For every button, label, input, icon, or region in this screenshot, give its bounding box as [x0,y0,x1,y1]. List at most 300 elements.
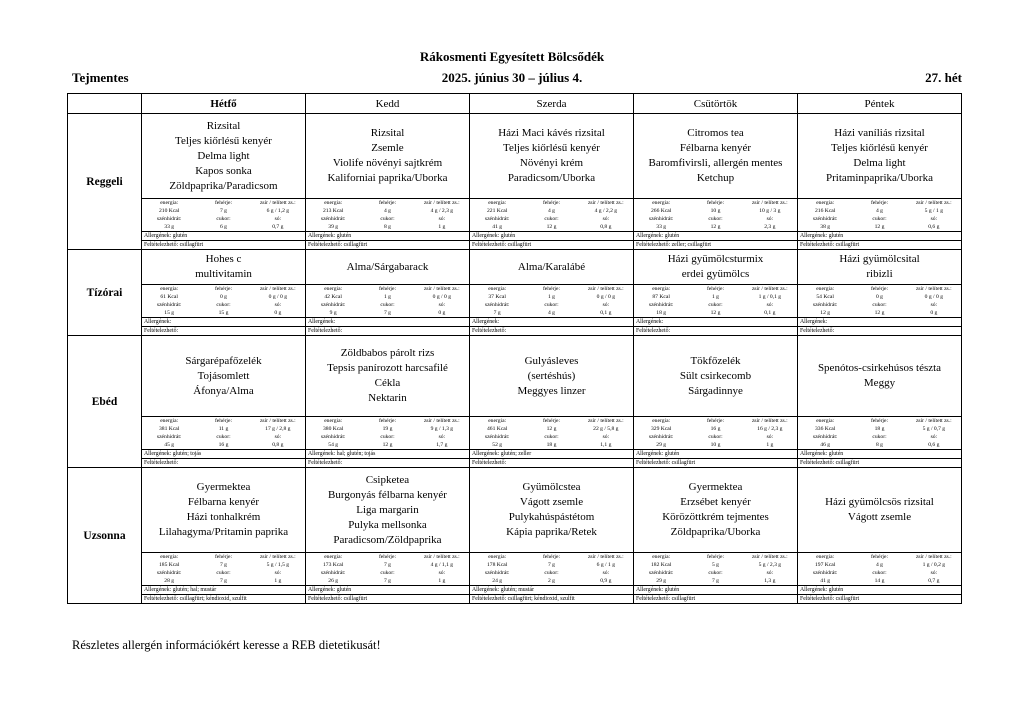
allergens-line-label: Allergének: [636,451,664,457]
nutrient-label: só: [438,434,446,440]
possible-allergens-line [634,326,797,335]
nutrient-label: zsír / telített zs.: [259,418,296,424]
sugar-value: 12 g [710,224,721,230]
possible-allergens-line-label: Feltételezhető: [308,328,343,334]
allergens-line-label: Allergének: [308,233,336,239]
nutrient-label: energia: [652,200,671,206]
possible-allergens-line-value: csillagfürt [671,460,696,466]
allergens-line-value: glutén [828,451,844,457]
nutrient-label: fehérje: [870,554,889,560]
dish-item: Csipketea [365,473,410,486]
dish-list [306,468,469,552]
nutrient-label: zsír / telített zs.: [587,554,624,560]
meal-row [68,336,962,468]
possible-allergens-line-label: Feltételezhető: [308,460,343,466]
carb-value: 26 g [328,578,339,584]
nutrient-label: zsír / telített zs.: [751,418,788,424]
sugar-value: 12 g [710,310,721,316]
possible-allergens-line-label: Feltételezhető: [144,460,179,466]
nutrient-label: energia: [160,418,179,424]
protein-value: 4 g [875,208,883,214]
menu-table [67,93,962,604]
nutrient-label: szénhidrát: [320,216,346,222]
date-range: 2025. június 30 – július 4. [441,70,583,85]
menu-cell [142,114,306,250]
energy-value: 213 Kcal [322,208,344,214]
nutrient-label: só: [930,302,938,308]
sugar-value: 12 g [874,310,885,316]
dish-item: Teljes kiőrlésű kenyér [831,142,928,154]
dish-item: Paradicsom/Zöldpaprika [333,533,442,546]
menu-cell [306,114,470,250]
dish-item: Házi gyümölcsturmix [667,253,764,265]
fat-value: 9 g / 1,3 g [430,426,454,432]
nutrient-label: só: [930,216,938,222]
energy-value: 197 Kcal [814,562,836,568]
nutrient-label: zsír / telített zs.: [423,286,460,292]
protein-value: 0 g [875,294,883,300]
meal-label: Uzsonna [68,468,142,604]
possible-allergens-line [798,326,961,335]
energy-value: 381 Kcal [158,426,180,432]
allergens-line-value: glutén; hal; mustár [172,587,217,593]
possible-allergens-line-value: csillagfürt [343,596,368,602]
nutrient-label: szénhidrát: [484,570,510,576]
nutrient-label: szénhidrát: [484,216,510,222]
nutrition-table [142,198,305,231]
dish-item: Zöldpaprika/Paradicsom [169,179,278,192]
footer-note: Részletes allergén információkért keresse a REB dietetikusát! [72,638,381,652]
allergens-line [634,449,797,458]
nutrient-label: zsír / telített zs.: [751,200,788,206]
allergens-line [306,317,469,326]
possible-allergens-line [798,594,961,603]
dish-item: Házi vaníliás rizsital [834,127,925,139]
protein-value: 4 g [875,562,883,568]
protein-value: 0 g [219,294,227,300]
nutrient-label: só: [766,434,774,440]
carb-value: 24 g [492,578,503,584]
protein-value: 5 g [711,562,719,568]
nutrient-label: cukor: [544,302,559,308]
dish-item: Házi gyümölcsös rizsital [825,496,934,508]
nutrient-label: só: [930,434,938,440]
carb-value: 28 g [164,578,175,584]
allergens-line-label: Allergének: [308,587,336,593]
dish-item: Félbarna kenyér [679,142,752,154]
dish-list [798,336,961,416]
energy-value: 266 Kcal [650,208,672,214]
menu-cell [798,250,962,336]
allergens-line [142,231,305,240]
carb-value: 33 g [656,224,667,230]
nutrient-label: zsír / telített zs.: [587,286,624,292]
dish-list [798,468,961,552]
protein-value: 19 g [382,426,393,432]
dish-item: (sertéshús) [527,369,576,382]
nutrient-label: energia: [488,200,507,206]
salt-value: 1,3 g [764,578,776,584]
fat-value: 22 g / 5,8 g [593,426,619,432]
menu-cell [798,336,962,468]
menu-cell [306,250,470,336]
nutrient-label: só: [438,216,446,222]
nutrient-label: cukor: [544,216,559,222]
fat-value: 10 g / 3 g [759,208,781,214]
possible-allergens-line-label: Feltételezhető: [800,460,835,466]
energy-value: 380 Kcal [322,426,344,432]
protein-value: 4 g [547,208,555,214]
dish-item: Paradicsom/Uborka [507,172,596,184]
nutrient-label: energia: [324,418,343,424]
sugar-value: 14 g [874,578,885,584]
nutrient-label: fehérje: [214,200,233,206]
dish-item: Spenótos-csirkehúsos tészta [817,362,942,374]
energy-value: 182 Kcal [650,562,672,568]
dish-item: Gulyásleves [524,354,579,367]
dish-item: erdei gyümölcs [681,268,750,280]
possible-allergens-line-label: Feltételezhető: [800,328,835,334]
dish-item: Teljes kiőrlésű kenyér [175,134,272,147]
energy-value: 178 Kcal [486,562,508,568]
dish-list [470,114,633,198]
dish-item: Baromfivirsli, allergén mentes [648,157,783,169]
allergens-line [634,585,797,594]
nutrition-table [634,416,797,449]
nutrient-label: szénhidrát: [648,302,674,308]
nutrient-label: fehérje: [378,554,397,560]
allergens-line-value: glutén; mustár [500,587,535,593]
energy-value: 87 Kcal [652,294,670,300]
nutrient-label: zsír / telített zs.: [587,200,624,206]
dish-item: Házi gyümölcsital [839,253,920,265]
nutrition-table [142,284,305,317]
dish-list [798,114,961,198]
day-header-tuesday: Kedd [306,94,470,114]
energy-value: 37 Kcal [488,294,506,300]
allergens-line-label: Allergének: [472,319,500,325]
nutrition-table [306,284,469,317]
dish-item: Meggy [863,377,896,389]
carb-value: 38 g [820,224,831,230]
sugar-value: 18 g [546,442,557,448]
energy-value: 461 Kcal [486,426,508,432]
possible-allergens-line [306,458,469,467]
allergens-line-label: Allergének: [144,319,172,325]
institution-title: Rákosmenti Egyesített Bölcsődék [419,49,605,64]
possible-allergens-line-label: Feltételezhető: [308,242,343,248]
dish-item: Alma/Sárgabarack [346,260,429,273]
dish-item: Pulykahúspástétom [508,511,595,523]
nutrient-label: fehérje: [706,418,725,424]
nutrient-label: fehérje: [542,200,561,206]
nutrient-label: só: [602,434,610,440]
nutrient-label: szénhidrát: [320,434,346,440]
dish-item: Delma light [197,149,250,162]
meal-label: Reggeli [68,114,142,250]
allergens-line [470,585,633,594]
salt-value: 0,8 g [272,442,284,448]
allergens-line-value: glutén [664,451,680,457]
salt-value: 1 g [274,578,282,584]
nutrient-label: fehérje: [870,200,889,206]
nutrient-label: só: [602,570,610,576]
protein-value: 18 g [874,426,885,432]
nutrient-label: energia: [652,286,671,292]
salt-value: 2,3 g [764,224,776,230]
nutrient-label: energia: [488,286,507,292]
dish-item: Liga margarin [356,503,419,516]
fat-value: 0 g / 0 g [432,294,451,300]
dish-item: Kaliforniai paprika/Uborka [327,172,448,184]
dish-item: multivitamin [195,268,252,280]
nutrient-label: só: [438,302,446,308]
nutrient-label: energia: [160,286,179,292]
dish-list [142,114,305,198]
possible-allergens-line [798,240,961,249]
possible-allergens-line [634,240,797,249]
carb-value: 12 g [820,310,831,316]
salt-value: 1,1 g [600,442,612,448]
nutrient-label: szénhidrát: [648,216,674,222]
menu-cell [306,336,470,468]
sugar-value: 6 g [219,224,227,230]
dish-item: Pulyka mellsonka [348,518,427,531]
nutrition-table [798,552,961,585]
carb-value: 7 g [493,310,501,316]
carb-value: 39 g [328,224,339,230]
salt-value: 1 g [438,578,446,584]
possible-allergens-line-value: csillagfürt [835,460,860,466]
possible-allergens-line-value: csillagfürt [507,242,532,248]
nutrient-label: só: [930,570,938,576]
menu-cell [634,336,798,468]
fat-value: 6 g / 1,2 g [266,208,290,214]
menu-cell [470,114,634,250]
allergens-line-value: glutén; zeller [500,451,532,457]
allergens-line-value: glutén [336,233,352,239]
dish-item: Kápia paprika/Retek [506,526,597,538]
menu-cell [634,250,798,336]
nutrient-label: szénhidrát: [156,302,182,308]
nutrient-label: energia: [816,554,835,560]
allergens-line-value: glutén [664,587,680,593]
nutrition-table [142,552,305,585]
dish-item: Növényi krém [519,157,584,169]
nutrient-label: cukor: [380,216,395,222]
sugar-value: 8 g [383,224,391,230]
fat-value: 5 g / 1,5 g [266,562,290,568]
nutrient-label: zsír / telített zs.: [751,554,788,560]
dish-item: Körözöttkrém tejmentes [662,511,769,523]
nutrient-label: cukor: [708,302,723,308]
sugar-value: 15 g [218,310,229,316]
nutrient-label: energia: [652,418,671,424]
energy-value: 61 Kcal [160,294,178,300]
nutrient-label: szénhidrát: [648,570,674,576]
nutrient-label: só: [602,302,610,308]
nutrient-label: szénhidrát: [156,216,182,222]
protein-value: 4 g [383,208,391,214]
dish-list [142,468,305,552]
menu-cell [470,250,634,336]
carb-value: 18 g [656,310,667,316]
nutrient-label: fehérje: [214,418,233,424]
possible-allergens-line-value: csillagfürt [835,242,860,248]
allergens-line-label: Allergének: [800,587,828,593]
nutrition-table [142,416,305,449]
nutrient-label: energia: [816,418,835,424]
nutrient-label: zsír / telített zs.: [751,286,788,292]
possible-allergens-line [470,594,633,603]
salt-value: 0,6 g [928,224,940,230]
menu-cell [142,250,306,336]
allergens-line [306,449,469,458]
dish-item: ribizli [866,268,893,280]
allergens-line-label: Allergének: [636,233,664,239]
sugar-value: 12 g [546,224,557,230]
dish-item: Gyümölcstea [522,481,581,493]
carb-value: 52 g [492,442,503,448]
salt-value: 0 g [274,310,282,316]
allergens-line-label: Allergének: [144,233,172,239]
fat-value: 4 g / 1,1 g [430,562,454,568]
nutrient-label: energia: [160,554,179,560]
fat-value: 5 g / 0,7 g [922,426,946,432]
dish-item: Ketchup [696,172,735,184]
allergens-line [470,317,633,326]
fat-value: 4 g / 2,2 g [594,208,618,214]
day-header-wednesday: Szerda [470,94,634,114]
protein-value: 7 g [219,562,227,568]
dish-item: Félbarna kenyér [187,496,260,508]
nutrient-label: só: [766,570,774,576]
dish-item: Hohes c [205,253,242,265]
allergens-line-label: Allergének: [800,451,828,457]
nutrient-label: energia: [652,554,671,560]
possible-allergens-line [306,326,469,335]
possible-allergens-line [470,240,633,249]
allergens-line-label: Allergének: [308,451,336,457]
day-header-friday: Péntek [798,94,962,114]
meal-row [68,250,962,336]
carb-value: 54 g [328,442,339,448]
nutrient-label: só: [766,216,774,222]
nutrient-label: fehérje: [542,554,561,560]
dish-item: Sárgadinnye [688,384,743,397]
possible-allergens-line [142,240,305,249]
nutrient-label: cukor: [872,434,887,440]
salt-value: 0,1 g [600,310,612,316]
salt-value: 0,9 g [600,578,612,584]
fat-value: 4 g / 2,3 g [430,208,454,214]
protein-value: 10 g [710,208,721,214]
nutrient-label: szénhidrát: [484,302,510,308]
menu-cell [306,468,470,604]
menu-cell [142,468,306,604]
nutrient-label: cukor: [380,302,395,308]
nutrient-label: fehérje: [378,418,397,424]
energy-value: 216 Kcal [814,208,836,214]
carb-value: 45 g [164,442,175,448]
nutrition-table [470,416,633,449]
possible-allergens-line-label: Feltételezhető: [472,596,507,602]
nutrient-label: cukor: [708,434,723,440]
carb-value: 29 g [656,578,667,584]
salt-value: 0,1 g [764,310,776,316]
possible-allergens-line-label: Feltételezhető: [472,460,507,466]
nutrition-table [798,284,961,317]
sugar-value: 2 g [547,578,555,584]
allergens-line [634,317,797,326]
dish-item: Pritaminpaprika/Uborka [826,172,933,184]
dish-item: Erzsébet kenyér [680,496,751,508]
day-header-thursday: Csütörtök [634,94,798,114]
allergens-line-label: Allergének: [144,451,172,457]
carb-value: 41 g [820,578,831,584]
allergens-line [142,585,305,594]
nutrient-label: fehérje: [214,286,233,292]
nutrient-label: energia: [324,200,343,206]
nutrition-table [470,284,633,317]
sugar-value: 7 g [711,578,719,584]
allergens-line-value: glutén [172,233,188,239]
allergens-line-label: Allergének: [472,451,500,457]
dish-item: Lilahagyma/Pritamin paprika [158,526,289,538]
dish-item: Tepsis panírozott harcsafilé [327,362,448,374]
nutrient-label: energia: [816,200,835,206]
carb-value: 9 g [329,310,337,316]
nutrient-label: szénhidrát: [320,570,346,576]
dish-item: Vágott zsemle [519,496,584,508]
possible-allergens-line-value: csillagfürt [179,242,204,248]
nutrient-label: cukor: [544,434,559,440]
sugar-value: 12 g [874,224,885,230]
dish-item: Sült csirkecomb [679,369,752,382]
nutrient-label: fehérje: [542,286,561,292]
allergens-line-label: Allergének: [800,319,828,325]
allergens-line-value: hal; glutén; tojás [336,451,376,457]
allergens-line-label: Allergének: [800,233,828,239]
allergens-line-label: Allergének: [308,319,336,325]
menu-cell [470,336,634,468]
possible-allergens-line [306,240,469,249]
sugar-value: 7 g [219,578,227,584]
carb-value: 46 g [820,442,831,448]
allergens-line [634,231,797,240]
allergens-line [470,449,633,458]
nutrient-label: energia: [816,286,835,292]
salt-value: 0 g [930,310,938,316]
dish-list [470,250,633,284]
nutrient-label: cukor: [872,216,887,222]
nutrient-label: zsír / telített zs.: [915,554,952,560]
dish-item: Delma light [853,157,906,169]
nutrient-label: cukor: [544,570,559,576]
possible-allergens-line-label: Feltételezhető: [800,596,835,602]
nutrition-table [306,198,469,231]
dish-item: Meggyes linzer [517,384,586,397]
nutrition-table [634,552,797,585]
nutrient-label: cukor: [216,434,231,440]
dish-item: Tökfőzelék [690,354,741,367]
possible-allergens-line [470,458,633,467]
allergens-line [798,231,961,240]
nutrient-label: szénhidrát: [320,302,346,308]
salt-value: 0,7 g [928,578,940,584]
dish-item: Áfonya/Alma [193,384,254,397]
possible-allergens-line-value: csillagfürt; kéndioxid, szulfit [179,596,247,602]
